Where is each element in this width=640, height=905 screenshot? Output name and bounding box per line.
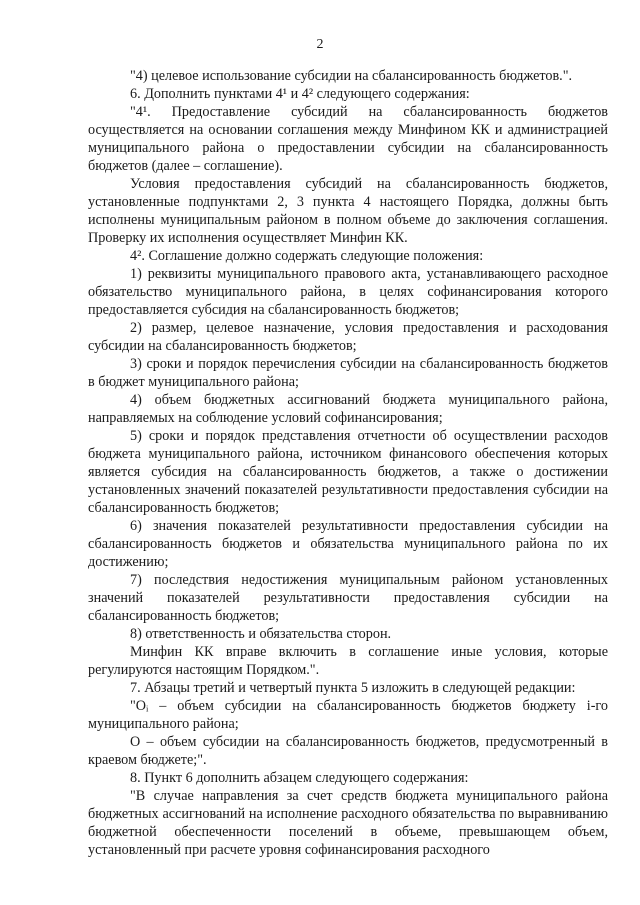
paragraph-2: 6. Дополнить пунктами 4¹ и 4² следующего содержания: [130, 86, 470, 102]
paragraph-4: Условия предоставления субсидий на сбалансированность бюджетов, установленные подпунктами 2, 3 пункта 4 настоящего Порядка, должны быть исполнены муниципальным районом в полном объеме до заключения соглашения. Проверку их исполнения осуществляет Минфин КК. [88, 176, 608, 246]
paragraph-9: O – объем субсидии на сбалансированность бюджетов, предусмотренный в краевом бюджете;". [88, 734, 608, 768]
list-item-5: 5) сроки и порядок представления отчетности об осуществлении расходов бюджета муниципального района, источником финансового обеспечения которых является субсидия на сбалансированность бюджетов, а также о достижении установленных значений показателей результативности предоставления субсидии на сбалансированность бюджетов; [88, 428, 608, 516]
list-item-1: 1) реквизиты муниципального правового акта, устанавливающего расходное обязательство муниципального района, в целях софинансирования которого предоставляется субсидия на сбалансированность бюджетов; [88, 266, 608, 318]
list-item-8: 8) ответственность и обязательства сторон. [130, 626, 392, 642]
list-item-7: 7) последствия недостижения муниципальным районом установленных значений показателей результативности предоставления субсидии на сбалансированность бюджетов; [88, 572, 608, 624]
paragraph-5: 4². Соглашение должно содержать следующие положения: [130, 248, 484, 264]
paragraph-1: "4) целевое использование субсидии на сбалансированность бюджетов.". [130, 68, 573, 84]
paragraph-8: "Oᵢ – объем субсидии на сбалансированность бюджетов бюджету i-го муниципального района; [88, 698, 608, 732]
paragraph-10: 8. Пункт 6 дополнить абзацем следующего содержания: [130, 770, 469, 786]
paragraph-3: "4¹. Предоставление субсидий на сбалансированность бюджетов осуществляется на основании соглашения между Минфином КК и администрацией муниципального района о предоставлении субсидии на сбалансированность бюджетов (далее – соглашение). [88, 104, 608, 174]
paragraph-7: 7. Абзацы третий и четвертый пункта 5 изложить в следующей редакции: [130, 680, 576, 696]
list-item-2: 2) размер, целевое назначение, условия предоставления и расходования субсидии на сбалансированность бюджетов; [88, 320, 608, 354]
list-item-3: 3) сроки и порядок перечисления субсидии на сбалансированность бюджетов в бюджет муниципального района; [88, 356, 608, 390]
list-item-4: 4) объем бюджетных ассигнований бюджета муниципального района, направляемых на соблюдение условий софинансирования; [88, 392, 608, 426]
list-item-6: 6) значения показателей результативности предоставления субсидии на сбалансированность бюджетов и обязательства муниципального района по их достижению; [88, 518, 608, 570]
paragraph-6: Минфин КК вправе включить в соглашение иные условия, которые регулируются настоящим Порядком.". [88, 644, 608, 678]
paragraph-11: "В случае направления за счет средств бюджета муниципального района бюджетных ассигнований на исполнение расходного обязательства по выравниванию бюджетной обеспеченности поселений в объеме, превышающем объем, установленный при расчете уровня софинансирования расходного [88, 788, 608, 858]
page-number: 2 [316, 37, 324, 52]
document-body [88, 67, 608, 859]
